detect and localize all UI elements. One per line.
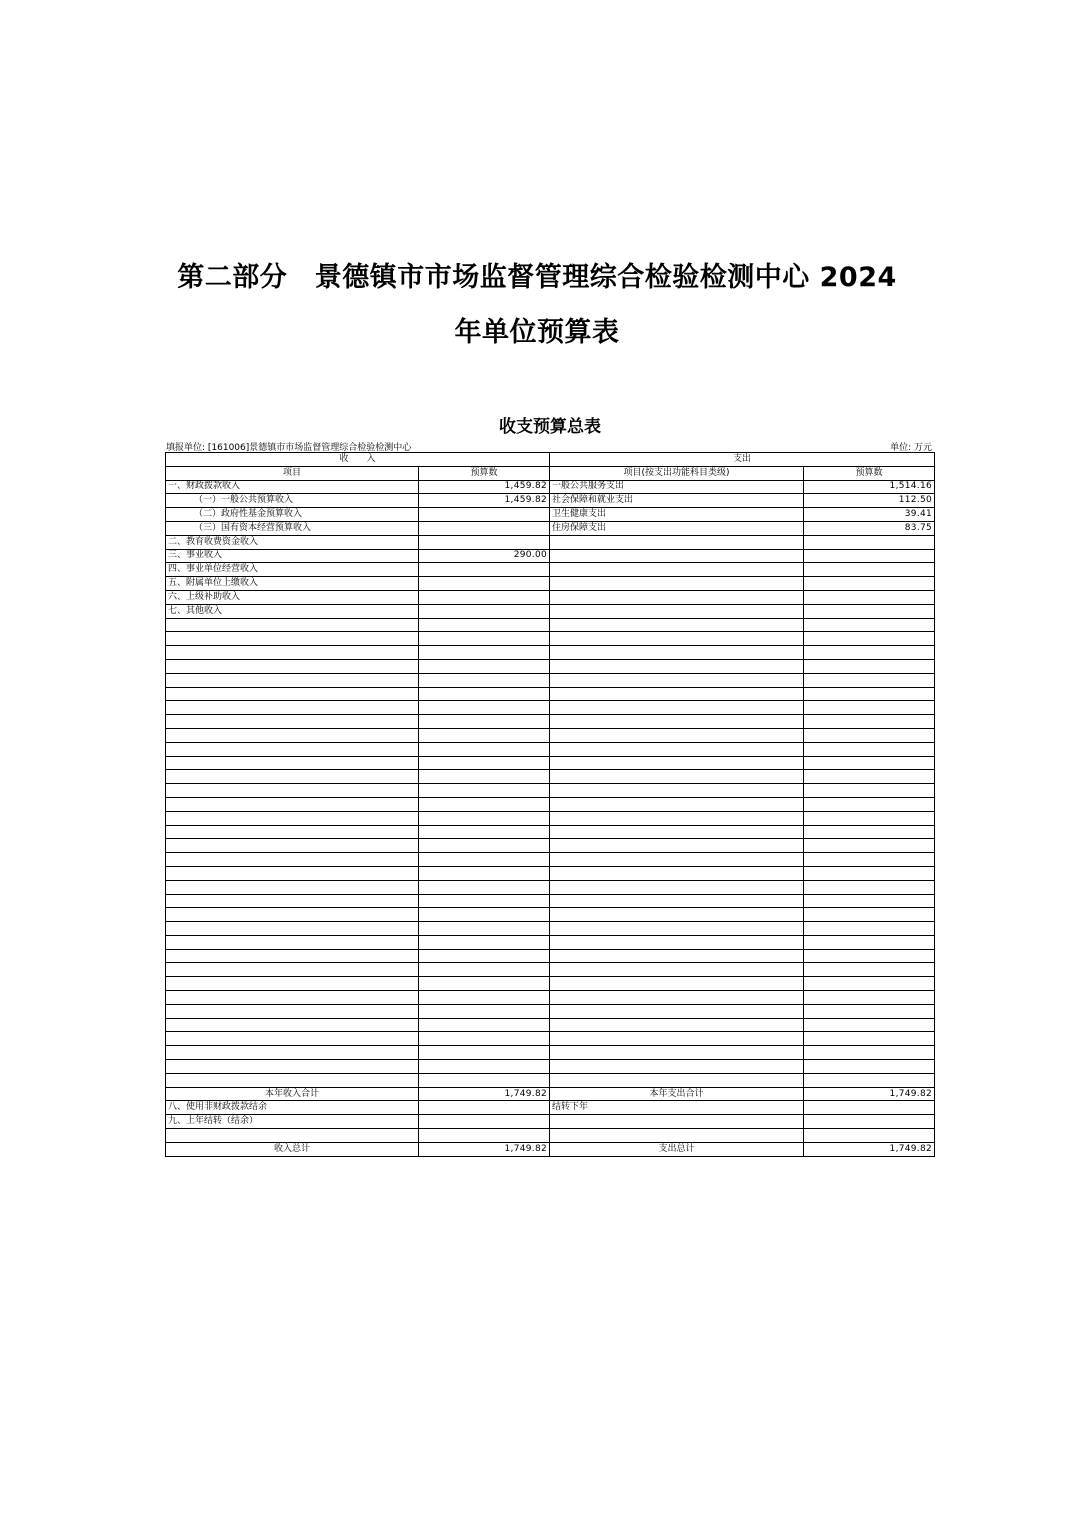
empty-cell xyxy=(550,1046,804,1060)
empty-row xyxy=(166,1032,935,1046)
income-amount-cell xyxy=(419,577,550,591)
expense-amount-cell xyxy=(804,535,935,549)
expense-amount-cell xyxy=(804,590,935,604)
empty-cell xyxy=(550,797,804,811)
filing-unit: 填报单位: [161006]景德镇市市场监督管理综合检验检测中心 xyxy=(166,443,412,453)
empty-cell xyxy=(419,701,550,715)
empty-cell xyxy=(550,935,804,949)
income-item-cell: 六、上级补助收入 xyxy=(166,590,419,604)
blank-cell xyxy=(550,1129,804,1143)
empty-cell xyxy=(419,894,550,908)
table-title: 收支预算总表 xyxy=(499,417,601,437)
empty-cell xyxy=(804,659,935,673)
empty-cell xyxy=(166,991,419,1005)
empty-row xyxy=(166,1060,935,1074)
empty-cell xyxy=(550,1018,804,1032)
empty-cell xyxy=(419,949,550,963)
empty-cell xyxy=(166,632,419,646)
empty-row xyxy=(166,839,935,853)
empty-cell xyxy=(166,866,419,880)
expense-item-cell: 卫生健康支出 xyxy=(550,508,804,522)
blank-cell xyxy=(804,1129,935,1143)
empty-cell xyxy=(550,756,804,770)
empty-row xyxy=(166,991,935,1005)
header-row-1 xyxy=(166,453,935,467)
empty-cell xyxy=(166,977,419,991)
empty-cell xyxy=(804,949,935,963)
expense-item-header: 项目(按支出功能科目类级) xyxy=(550,466,804,480)
empty-cell xyxy=(804,646,935,660)
empty-cell xyxy=(550,894,804,908)
expense-item-cell xyxy=(550,563,804,577)
expense-grand-total-value: 1,749.82 xyxy=(804,1142,935,1156)
empty-row xyxy=(166,977,935,991)
income-item-cell: （二）政府性基金预算收入 xyxy=(166,508,419,522)
empty-cell xyxy=(550,977,804,991)
empty-cell xyxy=(550,839,804,853)
blank-cell xyxy=(166,1129,419,1143)
empty-row xyxy=(166,880,935,894)
table-row xyxy=(166,508,935,522)
empty-cell xyxy=(550,880,804,894)
empty-cell xyxy=(419,922,550,936)
income-item-cell: 三、事业收入 xyxy=(166,549,419,563)
empty-cell xyxy=(804,839,935,853)
empty-cell xyxy=(804,908,935,922)
empty-cell xyxy=(804,715,935,729)
empty-cell xyxy=(550,949,804,963)
empty-cell xyxy=(166,880,419,894)
empty-cell xyxy=(419,659,550,673)
empty-cell xyxy=(419,1046,550,1060)
empty-row xyxy=(166,866,935,880)
empty-cell xyxy=(166,839,419,853)
blank-cell xyxy=(419,1129,550,1143)
empty-cell xyxy=(804,1060,935,1074)
empty-row xyxy=(166,618,935,632)
empty-cell xyxy=(550,687,804,701)
empty-cell xyxy=(166,1060,419,1074)
expense-grand-total-label: 支出总计 xyxy=(550,1142,804,1156)
empty-cell xyxy=(419,963,550,977)
empty-cell xyxy=(166,646,419,660)
empty-cell xyxy=(419,811,550,825)
empty-cell xyxy=(550,811,804,825)
expense-item-cell: 一般公共服务支出 xyxy=(550,480,804,494)
expense-header: 支出 xyxy=(550,453,935,467)
empty-cell xyxy=(166,1073,419,1087)
income-amount-cell xyxy=(419,521,550,535)
empty-cell xyxy=(419,1018,550,1032)
empty-cell xyxy=(550,1032,804,1046)
empty-cell xyxy=(804,1004,935,1018)
expense-amount-cell: 83.75 xyxy=(804,521,935,535)
empty-row xyxy=(166,687,935,701)
empty-cell xyxy=(804,811,935,825)
empty-cell xyxy=(804,922,935,936)
empty-cell xyxy=(419,770,550,784)
empty-row xyxy=(166,728,935,742)
empty-cell xyxy=(166,1046,419,1060)
income-amount-cell xyxy=(419,563,550,577)
income-item-cell: 七、其他收入 xyxy=(166,604,419,618)
unit-label: 单位: 万元 xyxy=(890,443,932,453)
empty-cell xyxy=(804,1073,935,1087)
income-amount-cell: 1,459.82 xyxy=(419,494,550,508)
table-row xyxy=(166,590,935,604)
empty-cell xyxy=(804,784,935,798)
document-title-line1: 第二部分 景德镇市市场监督管理综合检验检测中心 2024 xyxy=(177,262,897,293)
empty-cell xyxy=(550,1073,804,1087)
table-row xyxy=(166,549,935,563)
blank-row xyxy=(166,1129,935,1143)
empty-cell xyxy=(166,949,419,963)
empty-cell xyxy=(550,908,804,922)
row8-value xyxy=(419,1101,550,1115)
expense-amount-cell: 112.50 xyxy=(804,494,935,508)
empty-cell xyxy=(166,922,419,936)
table-row xyxy=(166,521,935,535)
income-amount-cell xyxy=(419,508,550,522)
empty-row xyxy=(166,949,935,963)
empty-row xyxy=(166,673,935,687)
income-grand-total-label: 收入总计 xyxy=(166,1142,419,1156)
grand-total-row xyxy=(166,1142,935,1156)
income-item-header: 项目 xyxy=(166,466,419,480)
empty-cell xyxy=(166,673,419,687)
empty-cell xyxy=(419,797,550,811)
income-item-cell: 五、附属单位上缴收入 xyxy=(166,577,419,591)
empty-cell xyxy=(419,977,550,991)
expense-item-cell xyxy=(550,604,804,618)
empty-cell xyxy=(550,853,804,867)
empty-cell xyxy=(166,811,419,825)
expense-amount-cell xyxy=(804,577,935,591)
empty-cell xyxy=(419,825,550,839)
income-header: 收 入 xyxy=(166,453,550,467)
empty-cell xyxy=(550,770,804,784)
table-row xyxy=(166,604,935,618)
expense-item-cell xyxy=(550,549,804,563)
empty-cell xyxy=(166,618,419,632)
year-income-total-label: 本年收入合计 xyxy=(166,1087,419,1101)
empty-cell xyxy=(804,963,935,977)
empty-cell xyxy=(419,935,550,949)
empty-cell xyxy=(804,1046,935,1060)
empty-cell xyxy=(166,659,419,673)
empty-cell xyxy=(550,922,804,936)
empty-row xyxy=(166,659,935,673)
income-item-cell: 一、财政拨款收入 xyxy=(166,480,419,494)
empty-cell xyxy=(166,715,419,729)
expense-amount-header: 预算数 xyxy=(804,466,935,480)
empty-row xyxy=(166,701,935,715)
income-amount-cell: 1,459.82 xyxy=(419,480,550,494)
empty-cell xyxy=(804,618,935,632)
table-row xyxy=(166,494,935,508)
empty-cell xyxy=(419,687,550,701)
empty-cell xyxy=(550,866,804,880)
empty-row xyxy=(166,1073,935,1087)
empty-cell xyxy=(166,770,419,784)
empty-cell xyxy=(166,1004,419,1018)
empty-cell xyxy=(550,825,804,839)
empty-row xyxy=(166,1046,935,1060)
row9-value xyxy=(419,1115,550,1129)
empty-cell xyxy=(419,1073,550,1087)
year-total-row xyxy=(166,1087,935,1101)
empty-cell xyxy=(419,715,550,729)
table-row xyxy=(166,563,935,577)
empty-cell xyxy=(419,756,550,770)
empty-cell xyxy=(419,632,550,646)
empty-cell xyxy=(804,866,935,880)
empty-cell xyxy=(550,784,804,798)
empty-cell xyxy=(550,1060,804,1074)
empty-cell xyxy=(804,728,935,742)
table-row xyxy=(166,480,935,494)
empty-cell xyxy=(166,756,419,770)
empty-cell xyxy=(550,673,804,687)
empty-cell xyxy=(419,1004,550,1018)
empty-cell xyxy=(166,1018,419,1032)
prior-year-row xyxy=(166,1115,935,1129)
empty-cell xyxy=(419,1060,550,1074)
year-expense-total-value: 1,749.82 xyxy=(804,1087,935,1101)
empty-cell xyxy=(419,880,550,894)
income-amount-cell xyxy=(419,604,550,618)
expense-item-cell xyxy=(550,577,804,591)
expense-amount-cell: 1,514.16 xyxy=(804,480,935,494)
empty-cell xyxy=(550,701,804,715)
expense-amount-cell xyxy=(804,563,935,577)
empty-cell xyxy=(550,728,804,742)
empty-cell xyxy=(166,963,419,977)
empty-cell xyxy=(550,632,804,646)
empty-cell xyxy=(550,1004,804,1018)
empty-cell xyxy=(550,646,804,660)
year-expense-total-label: 本年支出合计 xyxy=(550,1087,804,1101)
empty-row xyxy=(166,908,935,922)
expense-item-cell xyxy=(550,535,804,549)
empty-row xyxy=(166,1018,935,1032)
empty-cell xyxy=(804,1032,935,1046)
empty-cell xyxy=(419,784,550,798)
empty-row xyxy=(166,646,935,660)
empty-row xyxy=(166,1004,935,1018)
empty-cell xyxy=(419,728,550,742)
document-title-line2: 年单位预算表 xyxy=(454,317,620,348)
header-row-2 xyxy=(166,466,935,480)
empty-cell xyxy=(804,673,935,687)
empty-cell xyxy=(419,1032,550,1046)
empty-cell xyxy=(419,646,550,660)
income-item-cell: 二、教育收费资金收入 xyxy=(166,535,419,549)
empty-cell xyxy=(804,756,935,770)
income-amount-header: 预算数 xyxy=(419,466,550,480)
empty-cell xyxy=(419,991,550,1005)
empty-cell xyxy=(804,701,935,715)
empty-cell xyxy=(419,908,550,922)
empty-cell xyxy=(419,742,550,756)
expense-item-cell: 住房保障支出 xyxy=(550,521,804,535)
empty-row xyxy=(166,742,935,756)
row9-label: 九、上年结转（结余） xyxy=(166,1115,419,1129)
carry-forward-value xyxy=(804,1101,935,1115)
non-fiscal-balance-row xyxy=(166,1101,935,1115)
table-row xyxy=(166,577,935,591)
empty-cell xyxy=(804,991,935,1005)
empty-cell xyxy=(804,977,935,991)
carry-forward-label: 结转下年 xyxy=(550,1101,804,1115)
empty-cell xyxy=(166,687,419,701)
empty-row xyxy=(166,797,935,811)
empty-cell xyxy=(804,880,935,894)
income-item-cell: （一）一般公共预算收入 xyxy=(166,494,419,508)
empty-row xyxy=(166,632,935,646)
income-amount-cell: 290.00 xyxy=(419,549,550,563)
table-row xyxy=(166,535,935,549)
empty-row xyxy=(166,825,935,839)
empty-cell xyxy=(804,853,935,867)
expense-amount-cell xyxy=(804,604,935,618)
empty-row xyxy=(166,715,935,729)
empty-row xyxy=(166,770,935,784)
empty-cell xyxy=(804,1018,935,1032)
empty-cell xyxy=(166,825,419,839)
empty-cell xyxy=(166,797,419,811)
empty-cell xyxy=(550,659,804,673)
budget-summary-table xyxy=(165,452,935,1157)
income-item-cell: （三）国有资本经营预算收入 xyxy=(166,521,419,535)
row8-label: 八、使用非财政拨款结余 xyxy=(166,1101,419,1115)
empty-cell xyxy=(419,853,550,867)
income-grand-total-value: 1,749.82 xyxy=(419,1142,550,1156)
empty-cell xyxy=(550,715,804,729)
income-amount-cell xyxy=(419,590,550,604)
empty-cell xyxy=(166,894,419,908)
expense-item-cell: 社会保障和就业支出 xyxy=(550,494,804,508)
empty-cell xyxy=(550,991,804,1005)
empty-cell xyxy=(804,770,935,784)
empty-cell xyxy=(804,632,935,646)
empty-row xyxy=(166,963,935,977)
empty-row xyxy=(166,922,935,936)
expense-amount-cell xyxy=(804,549,935,563)
empty-cell xyxy=(804,797,935,811)
empty-cell xyxy=(419,618,550,632)
expense-item-cell xyxy=(550,590,804,604)
income-amount-cell xyxy=(419,535,550,549)
empty-row xyxy=(166,756,935,770)
empty-cell xyxy=(804,742,935,756)
empty-row xyxy=(166,853,935,867)
income-item-cell: 四、事业单位经营收入 xyxy=(166,563,419,577)
empty-cell xyxy=(804,894,935,908)
empty-cell xyxy=(166,853,419,867)
empty-cell xyxy=(419,839,550,853)
empty-cell xyxy=(419,866,550,880)
empty-cell xyxy=(166,1032,419,1046)
empty-cell xyxy=(550,742,804,756)
empty-cell xyxy=(804,825,935,839)
empty-row xyxy=(166,811,935,825)
empty-cell xyxy=(166,935,419,949)
year-income-total-value: 1,749.82 xyxy=(419,1087,550,1101)
empty-cell xyxy=(166,728,419,742)
empty-cell xyxy=(166,742,419,756)
row9-blank-value xyxy=(804,1115,935,1129)
empty-cell xyxy=(804,935,935,949)
empty-cell xyxy=(166,784,419,798)
empty-cell xyxy=(804,687,935,701)
empty-row xyxy=(166,935,935,949)
empty-cell xyxy=(550,963,804,977)
empty-row xyxy=(166,894,935,908)
empty-row xyxy=(166,784,935,798)
expense-amount-cell: 39.41 xyxy=(804,508,935,522)
empty-cell xyxy=(550,618,804,632)
empty-cell xyxy=(166,701,419,715)
row9-blank-label xyxy=(550,1115,804,1129)
empty-cell xyxy=(419,673,550,687)
empty-cell xyxy=(166,908,419,922)
